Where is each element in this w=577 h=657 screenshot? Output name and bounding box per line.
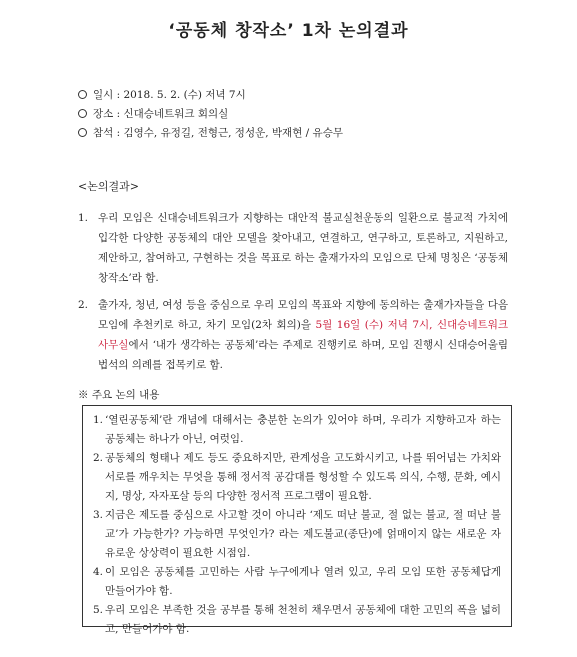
highlighted-schedule: 5월 16일 (수) 저녁 7시, 신대승네트워크 사무실 — [98, 319, 508, 351]
info-date: 일시 : 2018. 5. 2. (수) 저녁 7시 — [78, 86, 343, 105]
section-title: <논의결과> — [78, 180, 139, 193]
note-item-1: 1. ‘열린공동체’란 개념에 대해서는 충분한 논의가 있어야 하며, 우리가 지향하고자 하는 공동체는 하나가 아닌, 여럿임. — [93, 414, 501, 445]
result-item-2: 2. 출가자, 청년, 여성 등을 중심으로 우리 모임의 목표와 지향에 동의하는 출재가자들을 다음 모임에 추천키로 하고, 차기 모임(2차 회의)을 5월 16일 (수) 저녁 7시, 신대승네트워크 사무실에서 ‘내가 생각하는 공동체’라는 주제로 진행키로 하며, 모임 진행시 신대승어울림법석의 의례를 접목키로 함. — [78, 299, 508, 371]
note-item-5: 5. 우리 모임은 부족한 것을 공부를 통해 천천히 채우면서 공동체에 대한 고민의 폭을 넓히고, 만들어가야 함. — [93, 604, 501, 635]
circle-bullet-icon — [78, 128, 87, 137]
circle-bullet-icon — [78, 90, 87, 99]
info-attendees: 참석 : 김영수, 유정길, 전형근, 정성운, 박재현 / 유승무 — [78, 124, 343, 143]
document-title: ‘공동체 창작소’ 1차 논의결과 — [168, 21, 409, 41]
notes-box — [82, 405, 512, 635]
notes-title: ※ 주요 논의 내용 — [78, 389, 160, 401]
note-item-3: 3. 지금은 제도를 중심으로 사고할 것이 아니라 ‘제도 떠난 불교, 절 없는 불교, 절 떠난 불교’가 가능한가? 가능하면 무엇인가? 라는 제도불교(종단)에 얽매이지 않는 새로운 자유로운 상상력이 필요한 시점임. — [93, 509, 501, 559]
note-item-2: 2. 공동체의 형태나 제도 등도 중요하지만, 관계성을 고도화시키고, 나를 뛰어넘는 가치와 서로를 깨우치는 무엇을 통해 정서적 공감대를 형성할 수 있도록 의식, 수행, 문화, 예시지, 명상, 자자포살 등의 다양한 정서적 프로그램이 필요함. — [93, 452, 501, 502]
info-place: 장소 : 신대승네트워크 회의실 — [78, 105, 343, 124]
circle-bullet-icon — [78, 109, 87, 118]
result-item-1: 1. 우리 모임은 신대승네트워크가 지향하는 대안적 불교실천운동의 일환으로 불교적 가치에 입각한 다양한 공동체의 대안 모델을 찾아내고, 연결하고, 연구하고, 토론하고, 지원하고, 제안하고, 참여하고, 구현하는 것을 목표로 하는 출재가자의 모임으로 단체 명칭은 ‘공동체 창작소’라 함. — [78, 212, 508, 284]
meeting-info — [78, 86, 343, 143]
note-item-4: 4. 이 모임은 공동체를 고민하는 사람 누구에게나 열려 있고, 우리 모임 또한 공동체답게 만들어가야 함. — [93, 566, 501, 597]
